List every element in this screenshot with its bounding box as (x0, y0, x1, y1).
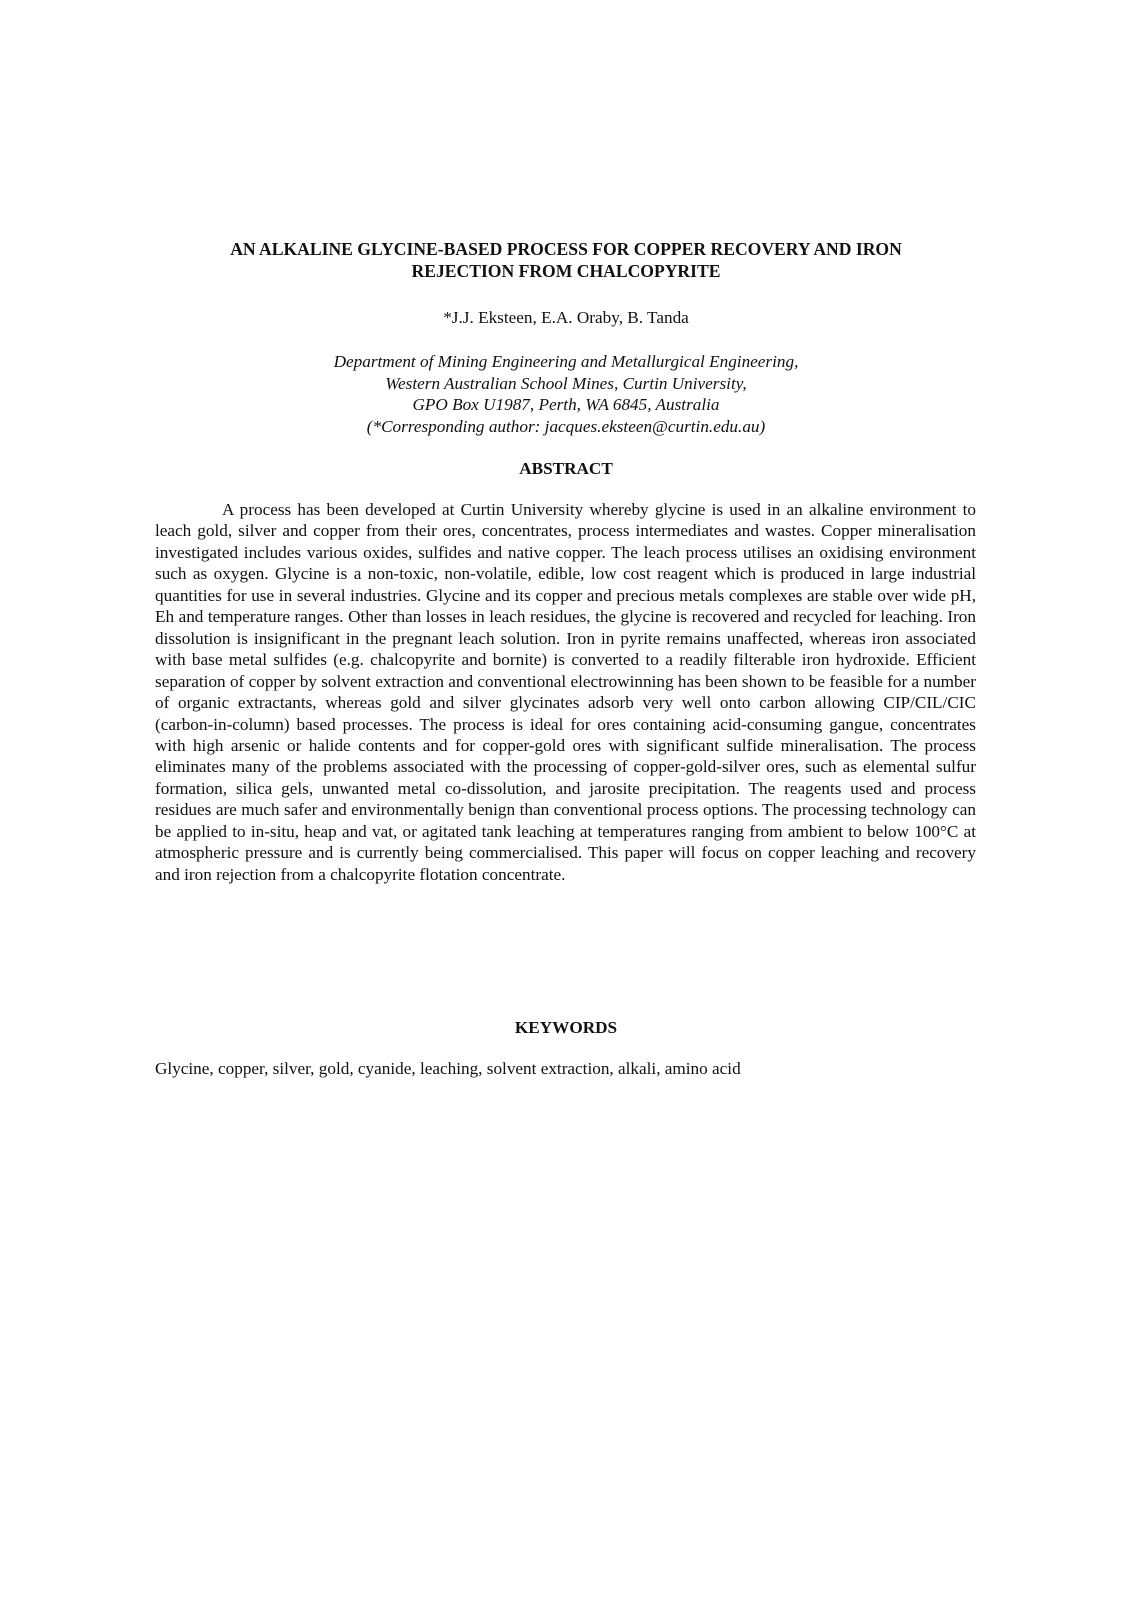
affiliation-line-2: Western Australian School Mines, Curtin University, (385, 373, 747, 393)
title-line-2: REJECTION FROM CHALCOPYRITE (411, 260, 721, 281)
title-line-1: AN ALKALINE GLYCINE-BASED PROCESS FOR COPPER RECOVERY AND IRON (230, 239, 902, 259)
affiliation-block (150, 351, 982, 437)
paper-title (150, 239, 982, 282)
author-list: *J.J. Eksteen, E.A. Oraby, B. Tanda (443, 308, 689, 327)
keywords-heading: KEYWORDS (514, 1018, 618, 1037)
abstract-paragraph: A process has been developed at Curtin University whereby glycine is used in an alkaline environment to leach gold, silver and copper from their ores, concentrates, process intermediates and wastes. Copper mineralisation investigated includes various oxides, sulfides and native copper. The leach process utilises an oxidising environment such as oxygen. Glycine is a non-toxic, non-volatile, edible, low cost reagent which is produced in large industrial quantities for use in several industries. Glycine and its copper and precious metals complexes are stable over wide pH, Eh and temperature ranges. Other than losses in leach residues, the glycine is recovered and recycled for leaching. Iron dissolution is insignificant in the pregnant leach solution. Iron in pyrite remains unaffected, whereas iron associated with base metal sulfides (e.g. chalcopyrite and bornite) is converted to a readily filterable iron hydroxide. Efficient separation of copper by solvent extraction and conventional electrowinning has been shown to be feasible for a number of organic extractants, whereas gold and silver glycinates adsorb very well onto carbon allowing CIP/CIL/CIC (carbon-in-column) based processes. The process is ideal for ores containing acid-consuming gangue, concentrates with high arsenic or halide contents and for copper-gold ores with significant sulfide mineralisation. The process eliminates many of the problems associated with the processing of copper-gold-silver ores, such as elemental sulfur formation, silica gels, unwanted metal co-dissolution, and jarosite precipitation. The reagents used and process residues are much safer and environmentally benign than conventional process options. The processing technology can be applied to in-situ, heap and vat, or agitated tank leaching at temperatures ranging from ambient to below 100°C at atmospheric pressure and is currently being commercialised. This paper will focus on copper leaching and recovery and iron rejection from a chalcopyrite flotation concentrate. (155, 500, 976, 884)
affiliation-line-3: GPO Box U1987, Perth, WA 6845, Australia (412, 395, 720, 414)
abstract-heading: ABSTRACT (519, 459, 613, 478)
affiliation-line-1: Department of Mining Engineering and Metallurgical Engineering, (333, 352, 799, 371)
affiliation-line-4: (*Corresponding author: jacques.eksteen@curtin.edu.au) (366, 416, 766, 436)
keywords-list: Glycine, copper, silver, gold, cyanide, leaching, solvent extraction, alkali, amino acid (155, 1059, 741, 1078)
